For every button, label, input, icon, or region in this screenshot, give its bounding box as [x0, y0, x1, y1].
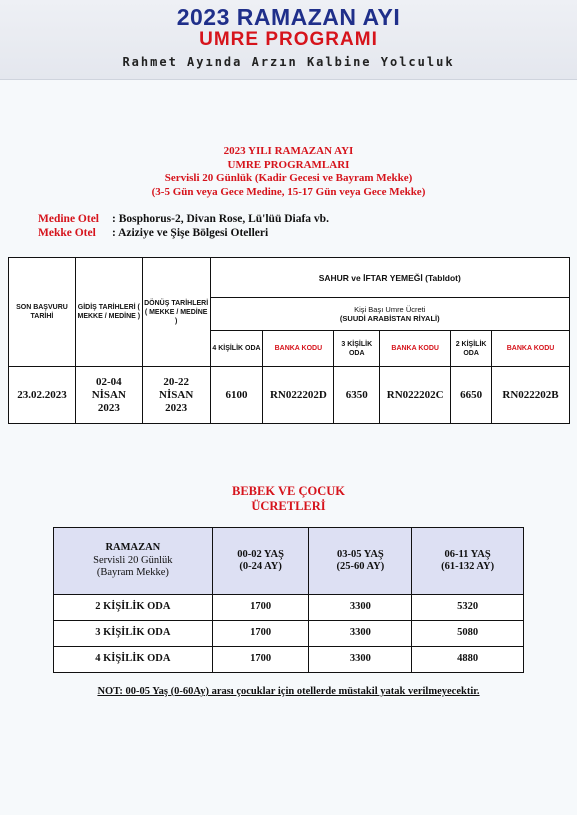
- kids-price: 1700: [212, 621, 309, 647]
- header-basvuru: SON BAŞVURU TARİHİ: [9, 258, 76, 367]
- mekke-hotel-value: : Aziziye ve Şişe Bölgesi Otelleri: [112, 227, 269, 239]
- gidis-year: 2023: [97, 401, 120, 414]
- kids-heading: [0, 484, 577, 514]
- heading-line: UMRE PROGRAMLARI: [227, 158, 350, 171]
- price-table: [8, 257, 570, 424]
- kids-price: 4880: [412, 647, 524, 673]
- kids-heading-line: BEBEK VE ÇOCUK: [232, 484, 345, 498]
- kids-room-label: 4 KİŞİLİK ODA: [54, 647, 213, 673]
- kids-price: 3300: [309, 647, 412, 673]
- kids-price: 1700: [212, 595, 309, 621]
- kids-age3-header: [412, 528, 524, 595]
- age-months: (0-24 AY): [239, 561, 282, 572]
- medine-hotel-row: [38, 212, 329, 226]
- age-label: 03-05 YAŞ: [336, 548, 384, 560]
- table-row: [54, 595, 524, 621]
- heading-line: 2023 YILI RAMAZAN AYI: [223, 145, 354, 157]
- footnote: NOT: 00-05 Yaş (0-60Ay) arası çocuklar için otellerde müstakil yatak verilmeyecektir.: [97, 686, 480, 697]
- header-sahur: SAHUR ve İFTAR YEMEĞİ (Tabldot): [210, 258, 569, 298]
- kids-room-label: 2 KİŞİLİK ODA: [54, 595, 213, 621]
- table-row: [9, 367, 570, 424]
- header-gidis: GİDİŞ TARİHLERİ ( MEKKE / MEDİNE ): [75, 258, 142, 367]
- corner-line: RAMAZAN: [105, 542, 161, 554]
- kids-heading-line: ÜCRETLERİ: [251, 499, 326, 513]
- gidis-month: NİSAN: [91, 388, 126, 401]
- kids-price-table: [53, 527, 524, 673]
- donus-days: 20-22: [163, 375, 189, 388]
- cell-price3: 6350: [334, 367, 380, 424]
- hotel-info: [38, 212, 329, 240]
- cell-gidis: [75, 367, 142, 424]
- kids-corner-header: [54, 528, 213, 595]
- cell-price2: 6650: [451, 367, 492, 424]
- currency-label: (SUUDİ ARABİSTAN RİYALİ): [339, 314, 440, 323]
- gidis-days: 02-04: [95, 375, 122, 388]
- header-banka-code4: BANKA KODU: [263, 331, 334, 367]
- cell-code4: RN022202D: [263, 367, 334, 424]
- kids-price: 5080: [412, 621, 524, 647]
- program-heading: [0, 145, 577, 199]
- kids-price: 3300: [309, 621, 412, 647]
- header-room2: 2 KİŞİLİK ODA: [451, 331, 492, 367]
- kids-price: 1700: [212, 647, 309, 673]
- header-banka-code3: BANKA KODU: [380, 331, 451, 367]
- age-months: (25-60 AY): [336, 561, 385, 572]
- header-room4: 4 KİŞİLİK ODA: [210, 331, 263, 367]
- header-donus: DÖNÜŞ TARİHLERİ ( MEKKE / MEDİNE ): [142, 258, 210, 367]
- header-banner: [0, 0, 577, 80]
- header-room3: 3 KİŞİLİK ODA: [334, 331, 380, 367]
- kids-price: 5320: [412, 595, 524, 621]
- banner-subtitle: UMRE PROGRAMI: [199, 29, 378, 50]
- age-months: (61-132 AY): [441, 561, 495, 572]
- banner-tagline: Rahmet Ayında Arzın Kalbine Yolculuk: [122, 55, 455, 69]
- kisi-basi-label: Kişi Başı Umre Ücreti: [354, 305, 426, 314]
- mekke-hotel-row: [38, 226, 329, 240]
- table-row: [54, 621, 524, 647]
- corner-line: (Bayram Mekke): [96, 567, 169, 579]
- cell-donus: [142, 367, 210, 424]
- cell-code3: RN022202C: [380, 367, 451, 424]
- age-label: 06-11 YAŞ: [444, 548, 491, 560]
- kids-room-label: 3 KİŞİLİK ODA: [54, 621, 213, 647]
- kids-age1-header: [212, 528, 309, 595]
- heading-line: Servisli 20 Günlük (Kadir Gecesi ve Bayram Mekke): [164, 172, 413, 184]
- header-banka-code2: BANKA KODU: [492, 331, 570, 367]
- donus-month: NİSAN: [159, 388, 194, 401]
- header-kisi-basi: [210, 298, 569, 331]
- medine-hotel-value: : Bosphorus-2, Divan Rose, Lü'lüü Diafa vb.: [112, 213, 329, 225]
- medine-hotel-label: Medine Otel: [38, 213, 99, 225]
- kids-age2-header: [309, 528, 412, 595]
- cell-basvuru: 23.02.2023: [9, 367, 76, 424]
- cell-code2: RN022202B: [492, 367, 570, 424]
- banner-title: 2023 RAMAZAN AYI: [176, 4, 401, 30]
- corner-line: Servisli 20 Günlük: [93, 554, 173, 566]
- cell-price4: 6100: [210, 367, 263, 424]
- kids-price: 3300: [309, 595, 412, 621]
- heading-line: (3-5 Gün veya Gece Medine, 15-17 Gün veya Gece Mekke): [151, 185, 426, 198]
- mekke-hotel-label: Mekke Otel: [38, 227, 96, 239]
- age-label: 00-02 YAŞ: [237, 548, 284, 560]
- donus-year: 2023: [165, 401, 188, 414]
- table-row: [54, 647, 524, 673]
